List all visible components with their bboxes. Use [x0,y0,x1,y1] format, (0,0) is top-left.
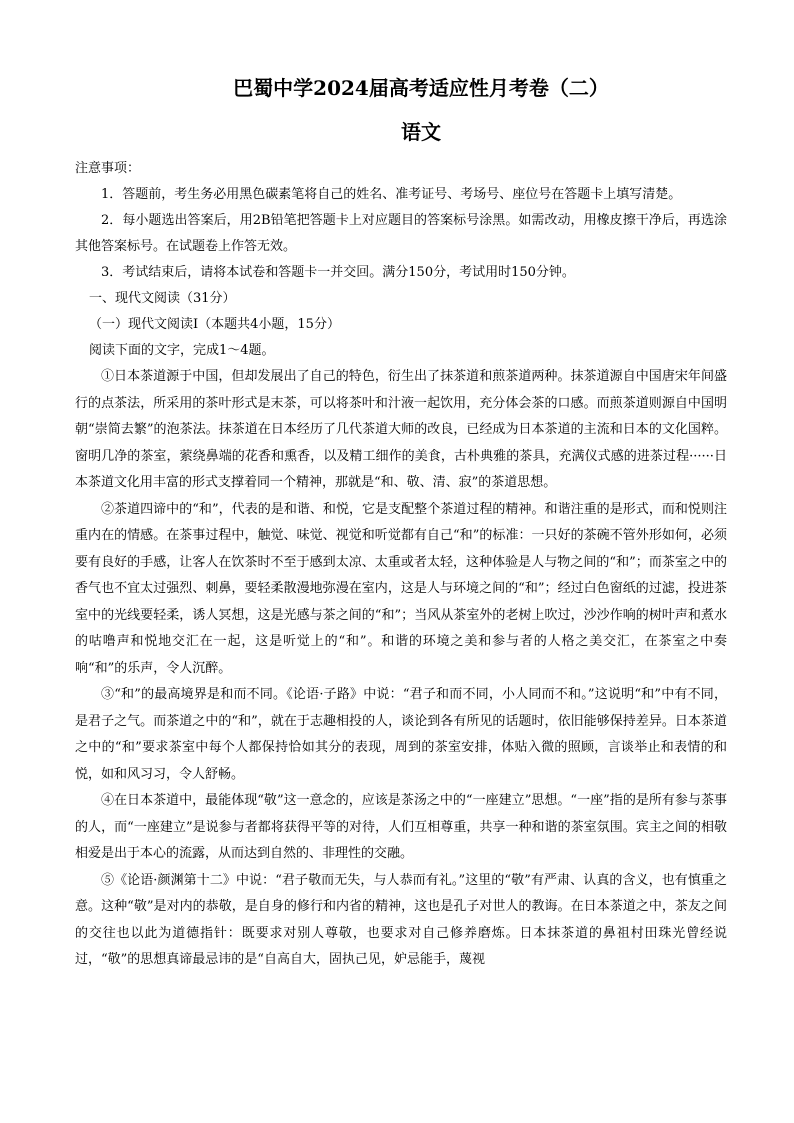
passage-paragraph-5: ⑤《论语·颜渊第十二》中说：“君子敬而无失，与人恭而有礼。”这里的“敬”有严肃、认真的含义，也有慎重之意。这种“敬”是对内的恭敬，是自身的修行和内省的精神，这也是孔子对世人的教诲。在日本茶道之中，茶友之间的交往也以此为道德指针：既要求对别人尊敬，也要求对自己修养磨炼。日本抹茶道的鼻祖村田珠光曾经说过，“敬”的思想真谛最忌讳的是“自高自大，固执己见，妒忌能手，蔑视 [75,872,727,967]
passage-paragraph-3: ③“和”的最高境界是和而不同。《论语·子路》中说：“君子和而不同，小人同而不和。”这说明“和”中有不同，是君子之气。而茶道之中的“和”，就在于志趣相投的人，谈论到各有所见的话题时，依旧能够保持差异。日本茶道之中的“和”要求茶室中每个人都保持恰如其分的表现，周到的茶室安排，体贴入微的照顾，言谈举止和表情的和悦，如和风习习，令人舒畅。 [75,687,727,782]
notice-item-3: 3．考试结束后，请将本试卷和答题卡一并交回。满分150分，考试用时150分钟。 [101,265,575,280]
exam-page [75,70,727,974]
notice-item-1: 1．答题前，考生务必用黑色碳素笔将自己的姓名、准考证号、考场号、座位号在答题卡上填写清楚。 [101,187,682,202]
passage-paragraph-4: ④在日本茶道中，最能体现“敬”这一意念的，应该是茶汤之中的“一座建立”思想。“一座”指的是所有参与茶事的人，而“一座建立”是说参与者都将获得平等的对待，人们互相尊重，共享一种和谐的茶室氛围。宾主之间的相敬相爱是出于本心的流露，从而达到自然的、非理性的交融。 [75,793,727,861]
section-subheading: （一）现代文阅读Ⅰ（本题共4小题，15分） [89,317,340,332]
notice-item-2: 2．每小题选出答案后，用2B铅笔把答题卡上对应题目的答案标号涂黑。如需改动，用橡皮擦干净后，再选涂其他答案标号。在试题卷上作答无效。 [75,213,727,254]
section-heading: 一、现代文阅读（31分） [89,291,236,306]
exam-title: 巴蜀中学2024届高考适应性月考卷（二） [233,76,609,100]
reading-instruction: 阅读下面的文字，完成1～4题。 [89,343,275,358]
passage-paragraph-1: ①日本茶道源于中国，但却发展出了自己的特色，衍生出了抹茶道和煎茶道两种。抹茶道源自中国唐宋年间盛行的点茶法，所采用的茶叶形式是末茶，可以将茶叶和汁液一起饮用，充分体会茶的口感。而煎茶道则源自中国明朝“崇简去繁”的泡茶法。抹茶道在日本经历了几代茶道大师的改良，已经成为日本茶道的主流和日本的文化国粹。窗明几净的茶室，萦绕鼻端的花香和熏香，以及精工细作的美食，古朴典雅的茶具，充满仪式感的进茶过程······日本茶道文化用丰富的形式支撑着同一个精神，那就是“和、敬、清、寂”的茶道思想。 [75,369,727,490]
passage-paragraph-2: ②茶道四谛中的“和”，代表的是和谐、和悦，它是支配整个茶道过程的精神。和谐注重的是形式，而和悦则注重内在的情感。在茶事过程中，触觉、味觉、视觉和听觉都有自己“和”的标准：一只好的茶碗不管外形如何，必须要有良好的手感，让客人在饮茶时不至于感到太凉、太重或者太轻，这种体验是人与物之间的“和”；而茶室之中的香气也不宜太过强烈、刺鼻，要轻柔散漫地弥漫在室内，这是人与环境之间的“和”；经过白色窗纸的过滤，投进茶室中的光线要轻柔，诱人冥想，这是光感与茶之间的“和”；当风从茶室外的老树上吹过，沙沙作响的树叶声和煮水的咕噜声和悦地交汇在一起，这是听觉上的“和”。和谐的环境之美和参与者的人格之美交汇，在茶室之中奏响“和”的乐声，令人沉醉。 [75,501,727,676]
notice-heading: 注意事项： [75,161,141,176]
subject-title: 语文 [401,120,441,144]
